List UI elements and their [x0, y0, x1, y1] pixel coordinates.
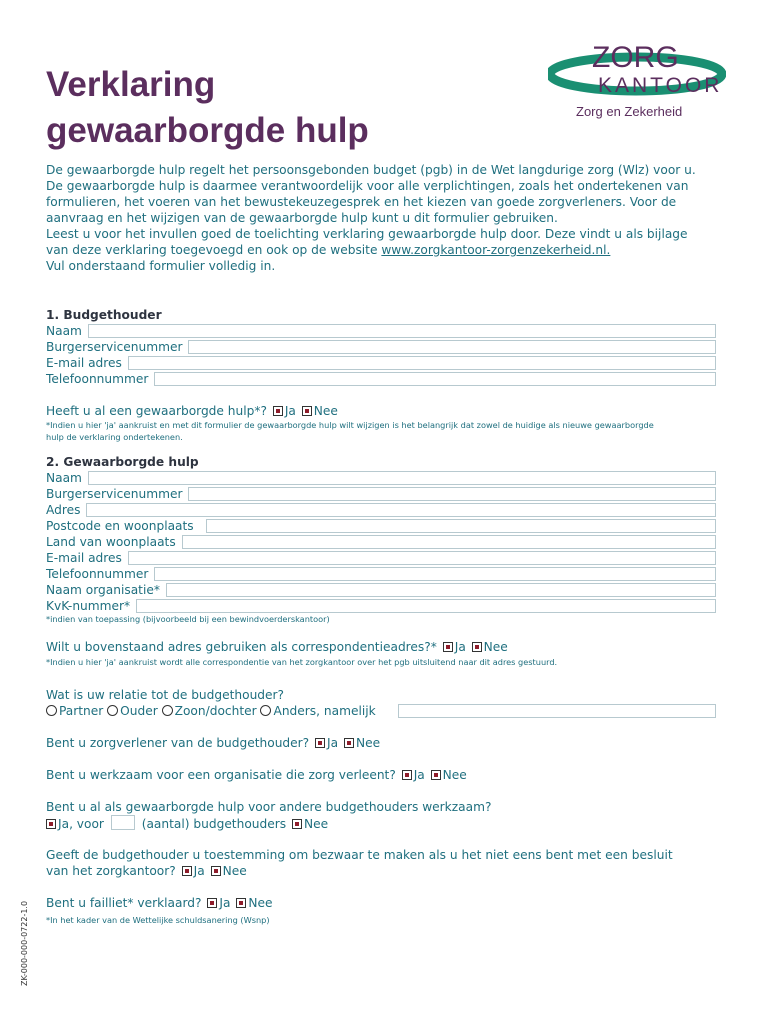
footnote-existing-hulp — [46, 419, 736, 443]
checkbox-ja[interactable] — [207, 898, 217, 908]
field-label: Burgerservicenummer — [46, 487, 183, 501]
checkbox-ja[interactable] — [402, 770, 412, 780]
field-row-kvk — [46, 598, 716, 614]
question-existing-hulp — [46, 403, 338, 419]
question-zorgverlener — [46, 735, 380, 751]
footnote-correspondentie: *Indien u hier 'ja' aankruist wordt alle correspondentie van het zorgkantoor over het pgb uitsluitend naar dit adres gestuurd. — [46, 657, 558, 667]
question-werkzaam — [46, 767, 467, 783]
logo-word-1: ZORG — [592, 41, 679, 74]
intro-line: Leest u voor het invullen goed de toelichting verklaring gewaarborgde hulp door. Deze vindt u als bijlage — [46, 227, 688, 241]
field-row-bsn — [46, 339, 716, 355]
aantal-input[interactable] — [111, 815, 135, 830]
field-row-adres — [46, 502, 716, 518]
title-line-1: Verklaring — [46, 65, 216, 104]
field-label: E-mail adres — [46, 551, 122, 565]
option-label: Nee — [355, 736, 381, 750]
section-2-heading: 2. Gewaarborgde hulp — [46, 455, 199, 469]
option-label: Ja — [327, 736, 339, 750]
field-label: Burgerservicenummer — [46, 340, 183, 354]
intro-paragraph — [46, 162, 736, 274]
option-label: Nee — [313, 404, 338, 418]
title-line-2: gewaarborgde hulp — [46, 111, 369, 150]
hulp-postcode-input[interactable] — [206, 519, 716, 533]
field-row-postcode — [46, 518, 716, 534]
hulp-adres-input[interactable] — [86, 503, 716, 517]
budgethouder-email-input[interactable] — [128, 356, 716, 370]
question-bezwaar: Geeft de budgethouder u toestemming om bezwaar te maken als u het niet eens bent met een besluit — [46, 848, 673, 862]
option-label: Ja, voor — [58, 817, 104, 831]
question-text: van het zorgkantoor? — [46, 864, 176, 878]
radio-ouder[interactable] — [107, 705, 118, 716]
intro-line-prefix: van deze verklaring toegevoegd en ook op de website — [46, 243, 382, 257]
question-text: Wilt u bovenstaand adres gebruiken als correspondentieadres?* — [46, 640, 437, 654]
section-1-heading: 1. Budgethouder — [46, 308, 162, 322]
hulp-land-input[interactable] — [182, 535, 716, 549]
option-label: Nee — [442, 768, 467, 782]
checkbox-nee[interactable] — [236, 898, 246, 908]
field-label: KvK-nummer* — [46, 599, 131, 613]
intro-line: Vul onderstaand formulier volledig in. — [46, 259, 276, 273]
field-row-land — [46, 534, 716, 550]
field-label: Postcode en woonplaats — [46, 519, 194, 533]
budgethouder-naam-input[interactable] — [88, 324, 716, 338]
logo-swoosh-icon — [548, 40, 726, 122]
hulp-kvk-input[interactable] — [136, 599, 716, 613]
andere-budgethouders-options — [46, 815, 328, 832]
checkbox-ja[interactable] — [315, 738, 325, 748]
intro-line — [46, 242, 736, 258]
field-label: Adres — [46, 503, 81, 517]
question-andere-budgethouders: Bent u al als gewaarborgde hulp voor andere budgethouders werkzaam? — [46, 800, 492, 814]
field-row-email — [46, 550, 716, 566]
hulp-naam-input[interactable] — [88, 471, 716, 485]
radio-zoon-dochter[interactable] — [162, 705, 173, 716]
option-label: Partner — [59, 704, 104, 718]
question-text: Bent u failliet* verklaard? — [46, 896, 202, 910]
intro-line: De gewaarborgde hulp is daarmee verantwoordelijk voor alle verplichtingen, zoals het ondertekenen van — [46, 179, 689, 193]
intro-line: De gewaarborgde hulp regelt het persoonsgebonden budget (pgb) in de Wet langdurige zorg (Wlz) voor u. — [46, 163, 696, 177]
website-link[interactable]: www.zorgkantoor-zorgenzekerheid.nl. — [381, 243, 611, 257]
field-label: Land van woonplaats — [46, 535, 176, 549]
logo-tagline: Zorg en Zekerheid — [576, 104, 683, 119]
footnote-failliet: *In het kader van de Wettelijke schuldsanering (Wsnp) — [46, 915, 270, 925]
option-label: Zoon/dochter — [174, 704, 257, 718]
option-label: Nee — [248, 896, 273, 910]
option-label: Nee — [222, 864, 247, 878]
intro-line: formulieren, het voeren van het bewustekeuzegesprek en het kiezen van goede zorgverleners. Voor de — [46, 195, 677, 209]
option-label: Ja — [284, 404, 296, 418]
option-label: Nee — [483, 640, 508, 654]
checkbox-nee[interactable] — [302, 406, 312, 416]
hulp-email-input[interactable] — [128, 551, 716, 565]
footnote-line: *Indien u hier 'ja' aankruist en met dit formulier de gewaarborgde hulp wilt wijzigen is het belangrijk dat zowel de huidige als nieuwe gewaarborgde — [46, 420, 654, 430]
field-label: Naam — [46, 324, 82, 338]
question-failliet — [46, 895, 272, 911]
hulp-bsn-input[interactable] — [188, 487, 716, 501]
checkbox-ja[interactable] — [273, 406, 283, 416]
option-label: Nee — [303, 817, 329, 831]
anders-namelijk-input[interactable] — [398, 704, 716, 718]
field-label: Naam organisatie* — [46, 583, 160, 597]
zorgkantoor-logo — [548, 40, 726, 122]
checkbox-ja[interactable] — [443, 642, 453, 652]
checkbox-ja[interactable] — [46, 819, 56, 829]
footnote-line: hulp de verklaring ondertekenen. — [46, 432, 183, 442]
question-bezwaar-cont — [46, 863, 247, 879]
field-row-naam — [46, 470, 716, 486]
option-label: Ja — [413, 768, 425, 782]
field-label: Telefoonnummer — [46, 567, 149, 581]
field-label: Telefoonnummer — [46, 372, 149, 386]
option-label: Anders, namelijk — [273, 704, 376, 718]
radio-partner[interactable] — [46, 705, 57, 716]
question-relatie: Wat is uw relatie tot de budgethouder? — [46, 688, 285, 702]
form-code: ZK-000-000-0722-1.0 — [20, 900, 29, 986]
option-label: (aantal) budgethouders — [141, 817, 287, 831]
footnote-kvk: *indien van toepassing (bijvoorbeeld bij een bewindvoerderskantoor) — [46, 614, 330, 624]
budgethouder-telefoon-input[interactable] — [154, 372, 716, 386]
page-title — [46, 62, 369, 154]
checkbox-ja[interactable] — [182, 866, 192, 876]
option-label: Ja — [454, 640, 466, 654]
field-row-telefoon — [46, 371, 716, 387]
radio-anders[interactable] — [260, 705, 271, 716]
question-correspondentie — [46, 639, 508, 655]
question-text: Bent u zorgverlener van de budgethouder? — [46, 736, 310, 750]
field-row-naam — [46, 323, 716, 339]
option-label: Ja — [193, 864, 205, 878]
checkbox-nee[interactable] — [431, 770, 441, 780]
field-row-bsn — [46, 486, 716, 502]
checkbox-nee[interactable] — [292, 819, 302, 829]
logo-word-2: KANTOOR — [598, 74, 723, 97]
option-label: Ouder — [120, 704, 158, 718]
hulp-telefoon-input[interactable] — [154, 567, 716, 581]
intro-line: aanvraag en het wijzigen van de gewaarborgde hulp kunt u dit formulier gebruiken. — [46, 211, 558, 225]
field-label: E-mail adres — [46, 356, 122, 370]
checkbox-nee[interactable] — [472, 642, 482, 652]
checkbox-nee[interactable] — [344, 738, 354, 748]
checkbox-nee[interactable] — [211, 866, 221, 876]
question-text: Heeft u al een gewaarborgde hulp*? — [46, 404, 267, 418]
budgethouder-bsn-input[interactable] — [188, 340, 716, 354]
option-label: Ja — [219, 896, 231, 910]
field-row-organisatie — [46, 582, 716, 598]
hulp-organisatie-input[interactable] — [166, 583, 716, 597]
field-row-telefoon — [46, 566, 716, 582]
question-text: Bent u werkzaam voor een organisatie die zorg verleent? — [46, 768, 396, 782]
field-row-email — [46, 355, 716, 371]
field-label: Naam — [46, 471, 82, 485]
